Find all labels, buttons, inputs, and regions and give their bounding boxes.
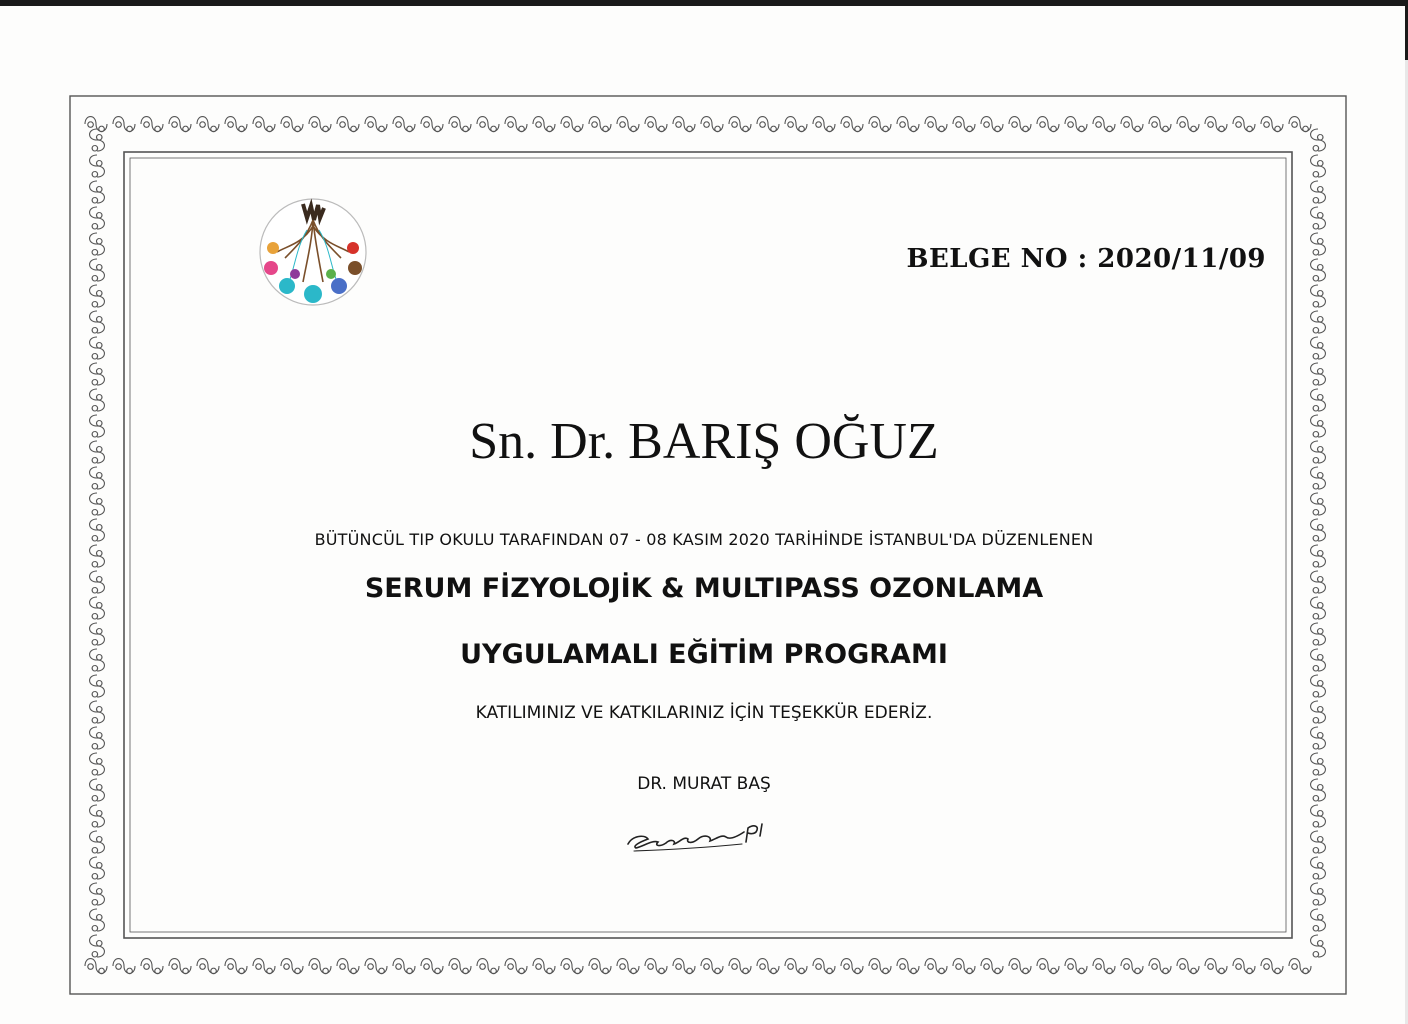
tree-roots-logo-icon — [257, 196, 369, 308]
program-title-line-2: UYGULAMALI EĞİTİM PROGRAMI — [460, 639, 948, 670]
intro-text: BÜTÜNCÜL TIP OKULU TARAFINDAN 07 - 08 KASIM 2020 TARİHİNDE İSTANBUL'DA DÜZENLENEN — [314, 530, 1094, 549]
handwritten-signature-icon — [622, 806, 792, 862]
document-number: BELGE NO : 2020/11/09 — [906, 244, 1266, 274]
signer-name: DR. MURAT BAŞ — [637, 774, 771, 794]
thanks-text: KATILIMINIZ VE KATKILARINIZ İÇİN TEŞEKKÜR EDERİZ. — [475, 703, 933, 723]
recipient-name: Sn. Dr. BARIŞ OĞUZ — [469, 413, 939, 470]
program-title-line-1: SERUM FİZYOLOJİK & MULTIPASS OZONLAMA — [364, 573, 1044, 604]
